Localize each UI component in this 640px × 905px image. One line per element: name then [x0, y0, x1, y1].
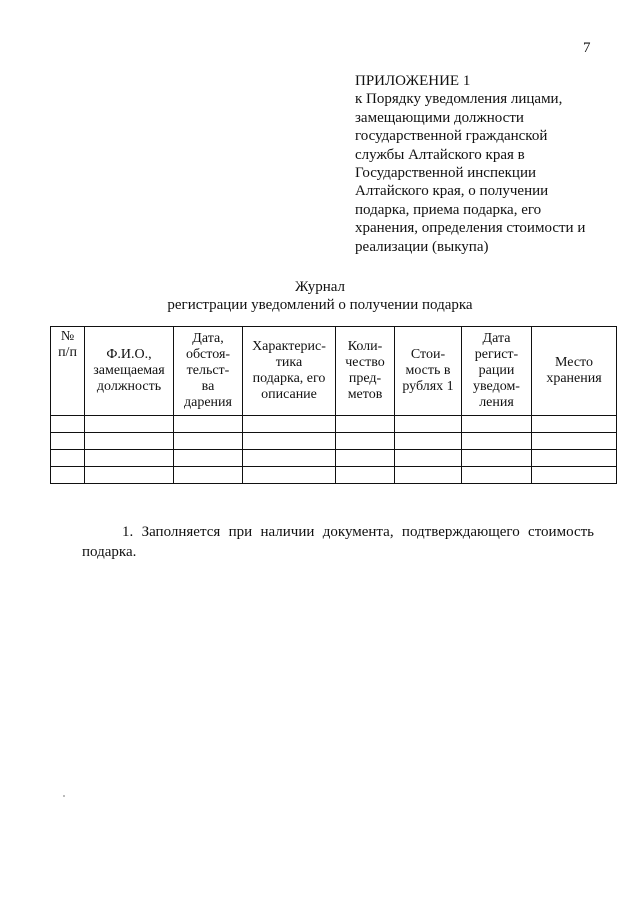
table-cell — [243, 416, 336, 433]
journal-heading — [0, 278, 640, 314]
table-cell — [462, 416, 532, 433]
table-cell — [85, 450, 174, 467]
table-cell — [532, 450, 617, 467]
table-cell — [174, 467, 243, 484]
table-cell — [532, 467, 617, 484]
table-cell — [85, 467, 174, 484]
header-gift-date-circumstances: Дата, обстоя- тельст- ва дарения — [174, 327, 243, 416]
table-cell — [51, 433, 85, 450]
table-cell — [395, 433, 462, 450]
appendix-line: Государственной инспекции — [355, 165, 536, 182]
table-cell — [174, 433, 243, 450]
table-cell — [174, 416, 243, 433]
table-cell — [462, 467, 532, 484]
table-row — [51, 450, 617, 467]
table-cell — [85, 433, 174, 450]
table-cell — [51, 467, 85, 484]
appendix-line: реализации (выкупа) — [355, 238, 489, 255]
table-cell — [532, 416, 617, 433]
table-cell — [462, 450, 532, 467]
appendix-line: хранения, определения стоимости и — [355, 220, 586, 237]
table-cell — [395, 467, 462, 484]
table-cell — [51, 450, 85, 467]
table-cell — [85, 416, 174, 433]
footnote-line-1: 1. Заполняется при наличии документа, подтверждающего стоимость — [122, 524, 594, 540]
registration-table — [50, 326, 617, 484]
table-cell — [243, 450, 336, 467]
header-registration-date: Дата регист- рации уведом- ления — [462, 327, 532, 416]
appendix-line: к Порядку уведомления лицами, — [355, 91, 563, 108]
header-quantity: Коли- чество пред- метов — [336, 327, 395, 416]
journal-subtitle: регистрации уведомлений о получении подарка — [167, 297, 473, 313]
footnote-line-2: подарка. — [82, 544, 137, 560]
appendix-line: Алтайского края, о получении — [355, 183, 549, 200]
appendix-line: подарка, приема подарка, его — [355, 201, 542, 218]
table-cell — [174, 450, 243, 467]
table-cell — [395, 450, 462, 467]
table-cell — [462, 433, 532, 450]
table-row — [51, 416, 617, 433]
table-body — [51, 416, 617, 484]
table-cell — [336, 416, 395, 433]
page-number: 7 — [583, 40, 591, 56]
appendix-line: замещающими должности — [355, 109, 524, 126]
appendix-line: государственной гражданской — [355, 128, 548, 145]
scan-speck — [63, 795, 65, 797]
appendix-line: ПРИЛОЖЕНИЕ 1 — [355, 73, 471, 89]
appendix-block — [355, 72, 615, 256]
header-gift-description: Характерис- тика подарка, его описание — [243, 327, 336, 416]
header-number: № п/п — [51, 327, 85, 416]
header-cost-rubles: Стои- мость в рублях 1 — [395, 327, 462, 416]
table-cell — [336, 450, 395, 467]
table-cell — [51, 416, 85, 433]
table-header-row — [51, 327, 617, 416]
table-cell — [336, 467, 395, 484]
header-storage-place: Место хранения — [532, 327, 617, 416]
footnote — [82, 522, 594, 562]
table-cell — [532, 433, 617, 450]
table-cell — [395, 416, 462, 433]
table-cell — [243, 467, 336, 484]
table-row — [51, 433, 617, 450]
table-row — [51, 467, 617, 484]
table-cell — [336, 433, 395, 450]
appendix-line: службы Алтайского края в — [355, 146, 525, 163]
header-full-name-position: Ф.И.О., замещаемая должность — [85, 327, 174, 416]
table-cell — [243, 433, 336, 450]
journal-title: Журнал — [294, 279, 345, 295]
